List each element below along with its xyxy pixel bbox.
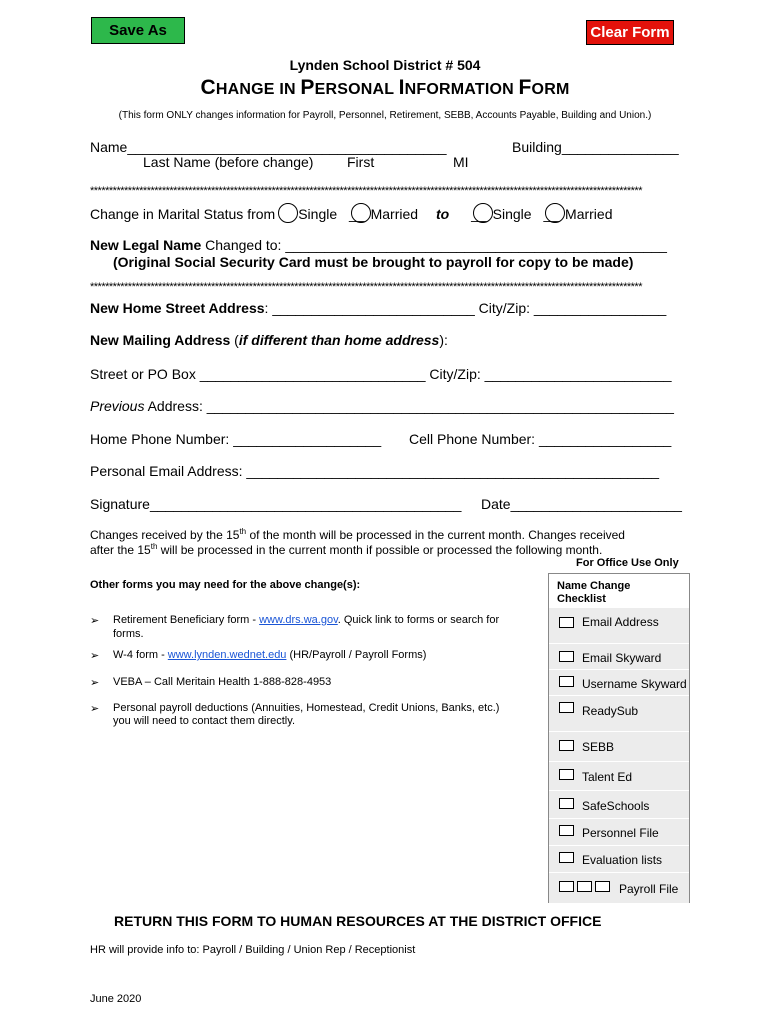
evaluation-lists-checkbox[interactable] [559,852,574,863]
cell-phone-field[interactable]: _________________ [538,431,672,447]
footer-date: June 2020 [90,993,142,1005]
legal-name-field[interactable]: _________________________________________________ [285,237,667,253]
mailing-street-field[interactable]: _____________________________ [199,366,426,382]
payroll-file-checkbox-2[interactable] [577,881,592,892]
marital-status-row: Change in Marital Status from Single __ Married to __ Single __ Married [90,203,613,223]
hr-info: HR will provide info to: Payroll / Building / Union Rep / Receptionist [90,944,416,956]
payroll-deductions-item: Personal payroll deductions (Annuities, Homestead, Credit Unions, Banks, etc.) [113,702,500,714]
readysub-checkbox[interactable] [559,702,574,713]
separator-stars: ************************************************************************************************************************************************** [90,185,642,197]
checklist-item: Email Skyward [549,643,689,669]
sub-first-name: First [347,154,375,170]
to-married-radio[interactable] [545,203,565,223]
retirement-form-item: Retirement Beneficiary form - www.drs.wa.gov. Quick link to forms or search for [113,614,500,626]
checklist-item: Personnel File [549,818,689,845]
w4-form-item: W-4 form - www.lynden.wednet.edu (HR/Payroll / Payroll Forms) [113,649,427,661]
mailing-city-zip-field[interactable]: ________________________ [484,366,672,382]
name-field[interactable]: _________________________________________ [127,139,447,155]
veba-item: VEBA – Call Meritain Health 1-888-828-4953 [113,676,332,688]
checklist-item: ReadySub [549,695,689,731]
personal-email-field[interactable]: _____________________________________________________ [246,463,660,479]
save-as-button[interactable]: Save As [91,17,185,44]
legal-name-row: New Legal Name Changed to: _________________________________________________ [90,237,667,253]
retirement-form-item-cont: forms. [113,628,144,640]
mailing-street-row: Street or PO Box _____________________________ City/Zip: ________________________ [90,366,672,382]
clear-form-button[interactable]: Clear Form [586,20,674,45]
signature-row: Signature________________________________________ [90,496,462,512]
return-instructions: RETURN THIS FORM TO HUMAN RESOURCES AT THE DISTRICT OFFICE [114,913,602,929]
office-use-label: For Office Use Only [576,557,679,569]
sebb-checkbox[interactable] [559,740,574,751]
payroll-file-checkbox-1[interactable] [559,881,574,892]
email-row: Personal Email Address: _____________________________________________________ [90,463,660,479]
to-single-radio[interactable] [473,203,493,223]
checklist-item: Payroll File [549,872,689,903]
safeschools-checkbox[interactable] [559,798,574,809]
bullet-icon: ➢ [90,615,100,627]
personnel-file-checkbox[interactable] [559,825,574,836]
from-single-radio[interactable] [278,203,298,223]
checklist-item: SEBB [549,731,689,761]
lynden-link[interactable]: www.lynden.wednet.edu [167,649,287,661]
building-row: Building_______________ [512,139,679,155]
email-address-checkbox[interactable] [559,617,574,628]
previous-address-row: Previous Address: ____________________________________________________________ [90,398,674,414]
form-title: CHANGE IN PERSONAL INFORMATION FORM [200,76,570,99]
signature-field[interactable]: ________________________________________ [149,496,462,512]
office-checklist [548,573,690,903]
mailing-address-heading: New Mailing Address (if different than home address): [90,332,448,348]
date-row: Date______________________ [481,496,682,512]
form-scope-note: (This form ONLY changes information for Payroll, Personnel, Retirement, SEBB, Accounts Payable, Building and Union.) [118,110,652,121]
building-field[interactable]: _______________ [561,139,679,155]
date-field[interactable]: ______________________ [510,496,682,512]
payroll-file-checkbox-3[interactable] [595,881,610,892]
drs-link[interactable]: www.drs.wa.gov [259,614,338,626]
bullet-icon: ➢ [90,703,100,715]
checklist-item: Username Skyward [549,669,689,695]
other-forms-heading: Other forms you may need for the above change(s): [90,579,361,591]
home-phone-row: Home Phone Number: ___________________ [90,431,382,447]
checklist-item: Talent Ed [549,761,689,790]
email-skyward-checkbox[interactable] [559,651,574,662]
home-address-row: New Home Street Address: __________________________ City/Zip: _________________ [90,300,667,316]
talent-ed-checkbox[interactable] [559,769,574,780]
bullet-icon: ➢ [90,650,100,662]
previous-address-field[interactable]: ____________________________________________________________ [206,398,674,414]
home-street-field[interactable]: __________________________ [268,300,475,316]
cell-phone-row: Cell Phone Number: _________________ [409,431,672,447]
sub-middle-initial: MI [453,154,469,170]
checklist-item: SafeSchools [549,790,689,818]
home-phone-field[interactable]: ___________________ [233,431,382,447]
checklist-item: Email Address [549,607,689,643]
from-married-radio[interactable] [351,203,371,223]
processing-note-line1: Changes received by the 15th of the month will be processed in the current month. Changes received [90,527,625,542]
checklist-item: Evaluation lists [549,845,689,872]
sub-last-name: Last Name (before change) [143,154,314,170]
checklist-header: Name Change Checklist [549,574,689,606]
district-name: Lynden School District # 504 [289,57,481,73]
home-city-zip-field[interactable]: _________________ [533,300,667,316]
processing-note-line2: after the 15th will be processed in the current month if possible or processed the following month. [90,542,603,557]
payroll-deductions-item-cont: you will need to contact them directly. [113,715,295,727]
ssn-card-note: (Original Social Security Card must be brought to payroll for copy to be made) [113,254,634,270]
bullet-icon: ➢ [90,677,100,689]
name-row: Name_________________________________________ [90,139,447,155]
username-skyward-checkbox[interactable] [559,676,574,687]
separator-stars-2: ************************************************************************************************************************************************** [90,281,642,293]
